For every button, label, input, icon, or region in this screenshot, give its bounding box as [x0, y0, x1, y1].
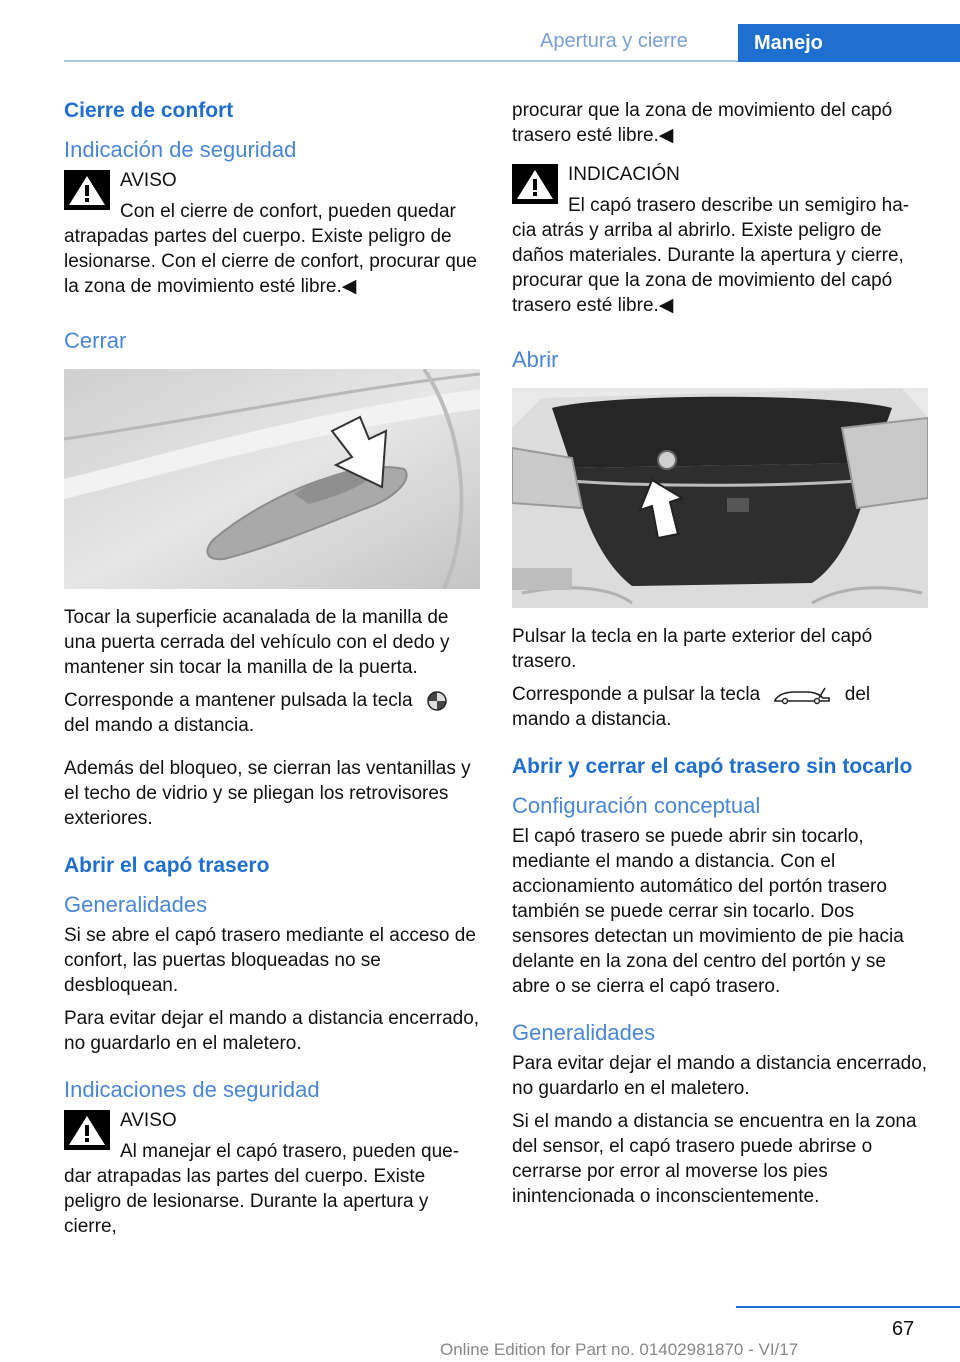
open-instruction: Pulsar la tecla en la parte exterior del capó trasero.: [512, 626, 873, 672]
general-2-paragraph-2: Si el mando a distancia se encuentra en la zona del sensor, el capó trasero puede abrirse o cerrarse por error al moverse los pies inintencionada o inconscientemente.: [512, 1111, 917, 1207]
general-paragraph-1: Si se abre el capó trasero mediante el acceso de confort, las puertas bloqueadas no se desbloquean.: [64, 925, 476, 996]
heading-close: Cerrar: [64, 328, 127, 353]
open-remote-note: [512, 682, 928, 732]
warning-text-first: Con el cierre de confort, pueden quedar: [120, 201, 456, 222]
warning-label: AVISO: [120, 170, 177, 191]
warning-block-2: [64, 1108, 480, 1239]
warning-triangle-icon: [512, 164, 558, 204]
heading-general-2: Generalidades: [512, 1020, 656, 1045]
right-column: [512, 98, 928, 1217]
note-label: INDICACIÓN: [568, 164, 680, 185]
heading-safety-notes: Indicaciones de seguridad: [64, 1077, 320, 1102]
close-remote-text-a: Corresponde a mantener pulsada la tecla: [64, 690, 413, 711]
warning-2-continuation: procurar que la zona de movimiento del capó trasero esté libre.◀: [512, 100, 893, 146]
header-section-title: Apertura y cierre: [540, 30, 688, 52]
note-text: cia atrás y arriba al abrirlo. Existe peligro de daños materiales. Durante la apertura y cierre, procurar que la zona de movimiento del capó trasero esté libre.◀: [512, 220, 904, 316]
open-remote-text-a: Corresponde a pulsar la tecla: [512, 684, 761, 705]
heading-touchless: Abrir y cerrar el capó trasero sin tocarlo: [512, 755, 913, 778]
warning-2-text: dar atrapadas las partes del cuerpo. Existe peligro de lesionarse. Durante la apertura y cierre,: [64, 1166, 429, 1237]
general-2-paragraph-1: Para evitar dejar el mando a distancia encerrado, no guardarlo en el maletero.: [512, 1053, 928, 1099]
heading-safety-note: Indicación de seguridad: [64, 137, 297, 162]
warning-label-2: AVISO: [120, 1110, 177, 1131]
warning-2-text-first: Al manejar el capó trasero, pueden que-: [120, 1141, 460, 1162]
heading-open-trunk: Abrir el capó trasero: [64, 854, 270, 877]
note-block: [512, 162, 928, 318]
header-chapter-tab: Manejo: [738, 24, 960, 62]
footer-edition: Online Edition for Part no. 01402981870 - VI/17: [440, 1340, 799, 1359]
open-remote-text-b: del: [844, 684, 871, 705]
door-handle-illustration: [64, 369, 480, 589]
heading-open: Abrir: [512, 347, 559, 372]
note-text-first: El capó trasero describe un semigiro ha-: [568, 195, 910, 216]
heading-comfort-close: Cierre de confort: [64, 99, 234, 122]
heading-concept: Configuración conceptual: [512, 793, 761, 818]
close-remote-text-b: del mando a distancia.: [64, 715, 255, 736]
close-additional: Además del bloqueo, se cierran las ventanillas y el techo de vidrio y se pliegan los retrovisores exteriores.: [64, 758, 471, 829]
close-remote-note: [64, 688, 480, 738]
heading-general: Generalidades: [64, 892, 208, 917]
warning-triangle-icon: [64, 1110, 110, 1150]
lock-key-icon: [426, 690, 448, 712]
trunk-illustration: [512, 388, 928, 608]
concept-paragraph: El capó trasero se puede abrir sin tocarlo, mediante el mando a distancia. Con el accionamiento automático del portón trasero también se puede cerrar sin tocarlo. Dos sensores detectan un movimiento de pie hacia delante en la zona del centro del portón y se abre o se cierra el capó trasero.: [512, 826, 904, 997]
close-instruction: Tocar la superficie acanalada de la manilla de una puerta cerrada del vehículo con el dedo y mantener sin tocar la manilla de la puerta.: [64, 607, 450, 678]
warning-triangle-icon: [64, 170, 110, 210]
car-trunk-key-icon: [773, 684, 831, 706]
warning-text: atrapadas partes del cuerpo. Existe peligro de lesionarse. Con el cierre de confort, procurar que la zona de movimiento esté libre.◀: [64, 226, 477, 297]
open-remote-text-c: mando a distancia.: [512, 709, 672, 730]
warning-block: [64, 168, 480, 299]
header-rule: [64, 60, 738, 62]
footer-rule: [736, 1306, 960, 1308]
page-number: 67: [892, 1318, 915, 1340]
left-column: [64, 98, 480, 1247]
general-paragraph-2: Para evitar dejar el mando a distancia encerrado, no guardarlo en el maletero.: [64, 1008, 480, 1054]
